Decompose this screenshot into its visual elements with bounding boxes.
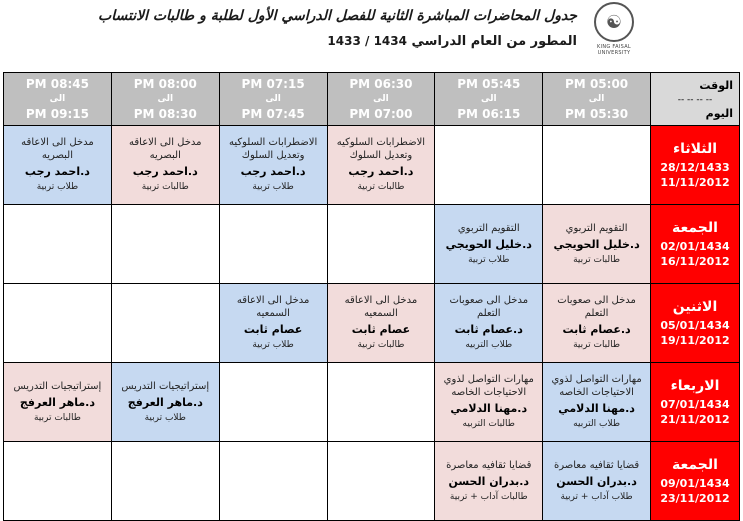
empty-cell [327,205,435,284]
empty-cell [327,363,435,442]
audience-label: طالبات تربية [33,412,81,423]
time-to: 06:15 PM [457,106,521,121]
time-to-label: الى [588,93,605,104]
time-to: 08:30 PM [133,106,197,121]
day-cell [651,284,740,363]
day-name: الاثنين [672,298,718,315]
lecture-content [435,292,542,354]
course-name: إستراتيجيات التدريس [13,380,102,392]
logo-subtitle: KING FAISAL UNIVERSITY [596,44,632,56]
gregorian-date: 19/11/2012 [660,333,730,347]
lecture-content [328,134,435,196]
empty-cell [4,284,112,363]
gregorian-date: 23/11/2012 [660,491,730,505]
course-name: مدخل الى الاعاقه البصريه [21,137,94,161]
audience-label: طلاب تربية [252,182,294,192]
course-name: الاضطرابات السلوكيه وتعديل السلوك [336,137,426,161]
day-name: الجمعة [672,219,718,236]
time-to: 05:30 PM [565,106,629,121]
day-name: الثلاثاء [672,140,718,157]
audience-label: طلاب آداب + تربية [560,491,633,502]
empty-cell [4,442,112,521]
empty-cell [4,205,112,284]
empty-cell [219,205,327,284]
time-label: الوقت [699,79,733,92]
time-from: 05:45 PM [457,76,521,91]
instructor-name: عصام ثابت [351,323,411,336]
lecture-content [543,457,650,506]
page-subtitle [327,34,577,49]
audience-label: طالبات تربية [141,182,189,192]
lecture-content [543,220,650,269]
time-slot-header [219,73,327,126]
instructor-name: د.ماهر العرفج [127,395,203,409]
empty-cell [111,205,219,284]
lecture-cell [219,284,327,363]
course-name: مدخل الى صعوبات التعلم [557,295,636,319]
day-cell [651,205,740,284]
lecture-content [220,292,327,354]
course-name: مهارات التواصل لذوي الاحتياجات الخاصه [443,374,534,398]
lecture-content [4,134,111,196]
hijri-date: 05/01/1434 [660,318,730,332]
time-from: 05:00 PM [565,76,629,91]
subtitle-text: المطور من العام الدراسي [411,34,577,49]
lecture-content [435,371,542,433]
instructor-name: د.احمد رجب [132,165,198,178]
instructor-name: د.احمد رجب [240,165,306,178]
schedule-row [4,126,740,205]
time-slot-header [4,73,112,126]
audience-label: طلاب تربية [252,340,294,350]
course-name: مهارات التواصل لذوي الاحتياجات الخاصه [551,374,642,398]
instructor-name: د.مهنا الدلامي [558,402,635,415]
audience-label: طلاب تربية [36,182,79,192]
hijri-date: 28/12/1433 [660,160,730,174]
hijri-date: 07/01/1434 [660,397,730,411]
schedule-row [4,442,740,521]
lecture-cell [4,363,112,442]
time-to-label: الى [480,93,497,104]
course-name: مدخل الى صعوبات التعلم [449,295,529,319]
instructor-name: د.عصام ثابت [454,323,523,336]
instructor-name: د.ماهر العرفج [19,395,95,409]
lecture-cell [543,442,651,521]
time-to: 07:00 PM [349,106,413,121]
day-label: اليوم [705,107,733,120]
lecture-content [328,292,435,354]
instructor-name: د.احمد رجب [348,165,414,178]
audience-label: طالبات آداب + تربية [449,491,528,502]
empty-cell [543,126,651,205]
time-to: 07:45 PM [241,106,305,121]
course-name: التقويم التربوي [457,222,520,234]
course-name: الاضطرابات السلوكيه وتعديل السلوك [228,137,318,161]
lecture-content [543,292,650,354]
audience-label: طلاب التربيه [573,419,620,429]
empty-cell [327,442,435,521]
corner-cell [651,73,740,126]
instructor-name: عصام ثابت [243,323,303,336]
course-name: التقويم التربوي [565,222,628,234]
course-name: إستراتيجيات التدريس [121,380,210,392]
hijri-date: 02/01/1434 [660,239,730,253]
lecture-cell [435,284,543,363]
instructor-name: د.خليل الحويجي [445,237,532,251]
lecture-content [435,220,542,269]
lecture-cell [435,205,543,284]
schedule-row [4,284,740,363]
lecture-content [112,378,219,427]
audience-label: طالبات التربيه [462,419,515,429]
hijri-date: 09/01/1434 [660,476,730,490]
lecture-content [112,134,219,196]
empty-cell [111,442,219,521]
schedule-row [4,205,740,284]
course-name: مدخل الى الاعاقه السمعيه [344,295,418,319]
schedule-row [4,363,740,442]
header-row [4,73,740,126]
course-name: مدخل الى الاعاقه السمعيه [236,295,310,319]
day-name: الجمعة [672,456,718,473]
time-to-label: الى [265,93,281,104]
time-to-label: الى [373,93,389,104]
course-name: مدخل الى الاعاقه البصريه [129,137,202,161]
instructor-name: د.بدران الحسن [448,474,530,488]
audience-label: طلاب التربيه [465,340,513,350]
lecture-cell [327,126,435,205]
empty-cell [435,126,543,205]
day-cell [651,363,740,442]
lecture-cell [327,284,435,363]
lecture-cell [543,284,651,363]
time-slot-header [111,73,219,126]
course-name: قضايا ثقافيه معاصرة [446,459,532,471]
instructor-name: د.خليل الحويجي [553,237,640,251]
instructor-name: د.بدران الحسن [556,474,637,488]
time-slot-header [327,73,435,126]
lecture-cell [543,363,651,442]
corner-dashes: -- -- -- -- [677,95,713,105]
instructor-name: د.عصام ثابت [562,323,631,336]
lecture-cell [435,363,543,442]
empty-cell [219,363,327,442]
lecture-content [220,134,327,196]
lecture-cell [543,205,651,284]
audience-label: طالبات تربية [573,340,621,350]
audience-label: طالبات تربية [573,254,621,265]
audience-label: طلاب تربية [468,254,510,265]
university-logo-icon: ☯ [594,2,634,42]
empty-cell [111,284,219,363]
course-name: قضايا ثقافيه معاصرة [553,459,640,471]
time-to-label: الى [157,93,174,104]
time-from: 08:45 PM [25,76,89,91]
time-slot-header [543,73,651,126]
lecture-cell [435,442,543,521]
time-slot-header [435,73,543,126]
page-header [0,0,743,72]
lecture-content [435,457,542,506]
time-to-label: الى [49,93,66,104]
page-title: جدول المحاضرات المباشرة الثانية للفصل الدراسي الأول لطلبة و طالبات الانتساب [98,8,577,24]
audience-label: طلاب تربية [144,412,186,423]
gregorian-date: 21/11/2012 [660,412,730,426]
audience-label: طالبات تربية [357,182,405,192]
gregorian-date: 16/11/2012 [660,254,730,268]
lecture-cell [219,126,327,205]
schedule-table [3,72,740,521]
audience-label: طالبات تربية [357,340,405,350]
lecture-content [4,378,111,427]
day-cell [651,442,740,521]
empty-cell [219,442,327,521]
instructor-name: د.مهنا الدلامي [450,402,528,415]
academic-year: 1434 / 1433 [327,34,407,48]
instructor-name: د.احمد رجب [24,165,90,178]
time-from: 06:30 PM [349,76,413,91]
time-to: 09:15 PM [25,106,89,121]
lecture-cell [4,126,112,205]
time-from: 07:15 PM [241,76,305,91]
lecture-cell [111,126,219,205]
gregorian-date: 11/11/2012 [660,175,730,189]
lecture-cell [111,363,219,442]
day-cell [651,126,740,205]
time-from: 08:00 PM [133,76,197,91]
day-name: الاربعاء [670,377,720,394]
lecture-content [543,371,650,433]
